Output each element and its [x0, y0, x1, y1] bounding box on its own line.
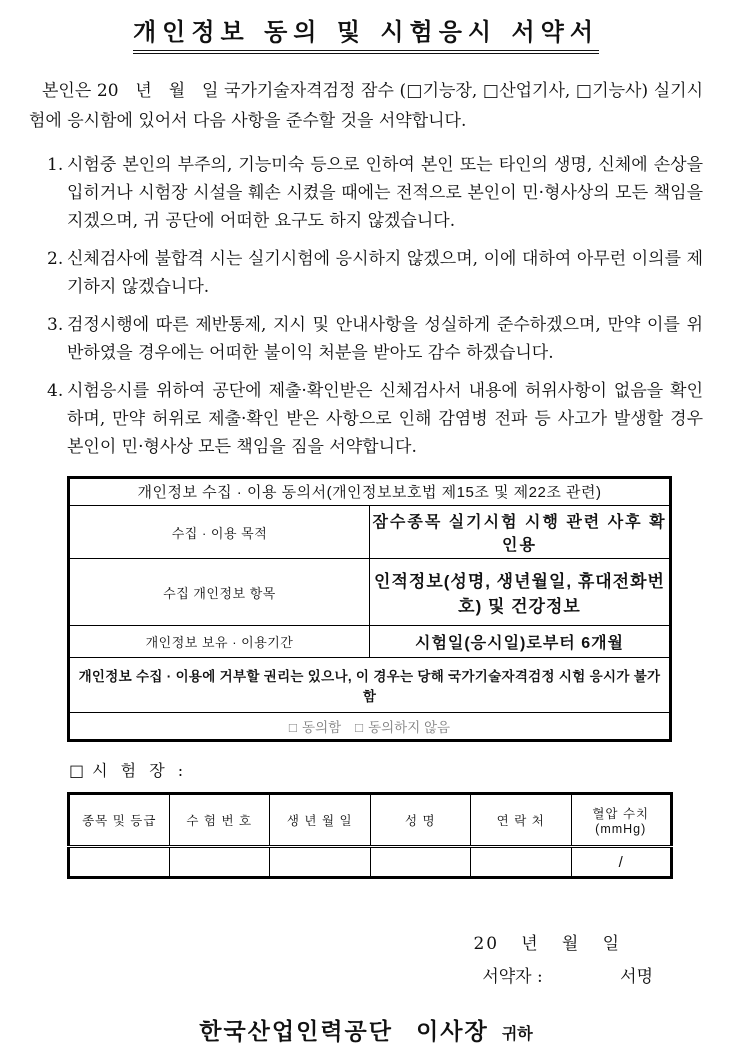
cell-category[interactable] — [69, 847, 170, 878]
pledge-list — [47, 151, 703, 461]
exam-info-table — [67, 792, 673, 879]
addressee-role: 이사장 — [416, 1018, 489, 1045]
pledge-item-text: 검정시행에 따른 제반통제, 지시 및 안내사항을 성실하게 준수하겠으며, 만약 이를 위반하였을 경우에는 어떠한 불이익 처분을 받아도 감수 하겠습니다. — [67, 315, 703, 363]
header-category: 종목 및 등급 — [69, 794, 170, 847]
consent-options — [69, 713, 671, 741]
addressee-line — [29, 1013, 703, 1046]
consent-options-row — [69, 713, 671, 741]
consent-notice: 개인정보 수집 · 이용에 거부할 권리는 있으나, 이 경우는 당해 국가기술자격검정 시험 응시가 불가함 — [69, 658, 671, 713]
consent-row-value: 시험일(응시일)로부터 6개월 — [370, 626, 671, 658]
exam-table-input-row — [69, 847, 672, 878]
pledge-item-number: 2. — [47, 249, 64, 269]
exam-table-header-row — [69, 794, 672, 847]
page-title: 개인정보 동의 및 시험응시 서약서 — [133, 12, 599, 54]
cell-birthdate[interactable] — [270, 847, 371, 878]
checkbox-icon[interactable]: □ — [354, 720, 364, 735]
consent-row-label: 개인정보 보유 · 이용기간 — [69, 626, 370, 658]
header-birthdate: 생 년 월 일 — [270, 794, 371, 847]
consent-table-title: 개인정보 수집 · 이용 동의서(개인정보보호법 제15조 및 제22조 관련) — [69, 478, 671, 506]
consent-table — [67, 476, 672, 742]
cell-exam-number[interactable] — [169, 847, 270, 878]
header-contact: 연 락 처 — [471, 794, 572, 847]
pledge-item-text: 신체검사에 불합격 시는 실기시험에 응시하지 않겠으며, 이에 대하여 아무런 이의를 제기하지 않겠습니다. — [67, 249, 703, 297]
signer-line — [29, 962, 703, 987]
consent-row-purpose — [69, 506, 671, 559]
pledge-item-3 — [47, 311, 703, 367]
pledge-item-number: 4. — [47, 381, 64, 401]
pledge-item-2 — [47, 245, 703, 301]
consent-row-value: 인적정보(성명, 생년월일, 휴대전화번호) 및 건강정보 — [370, 559, 671, 626]
pledge-item-number: 3. — [47, 315, 64, 335]
checkbox-icon[interactable]: □ — [69, 761, 85, 780]
header-blood-pressure: 혈압 수치(mmHg) — [571, 794, 672, 847]
intro-paragraph: 본인은 20 년 월 일 국가기술자격검정 잠수 (□기능장, □산업기사, □기능사) 실기시험에 응시함에 있어서 다음 사항을 준수할 것을 서약합니다. — [29, 81, 703, 131]
pledge-item-number: 1. — [47, 155, 64, 175]
header-exam-number: 수 험 번 호 — [169, 794, 270, 847]
signer-label: 서약자 : — [482, 967, 543, 987]
consent-row-value: 잠수종목 실기시험 시행 관련 사후 확인용 — [370, 506, 671, 559]
pledge-item-1 — [47, 151, 703, 235]
consent-table-title-row — [69, 478, 671, 506]
consent-notice-row — [69, 658, 671, 713]
cell-contact[interactable] — [471, 847, 572, 878]
header-name: 성 명 — [370, 794, 471, 847]
consent-option-agree[interactable] — [289, 720, 341, 735]
consent-row-retention — [69, 626, 671, 658]
consent-option-disagree[interactable] — [355, 720, 450, 735]
date-line: 20 년 월 일 — [473, 934, 621, 954]
cell-name[interactable] — [370, 847, 471, 878]
checkbox-icon[interactable]: □ — [288, 720, 298, 735]
exam-site-label: 시 험 장 : — [92, 761, 188, 780]
consent-option-disagree-label: 동의하지 않음 — [368, 720, 451, 735]
exam-site-line — [69, 758, 703, 781]
signature-hint: 서명 — [620, 967, 653, 987]
pledge-item-4 — [47, 377, 703, 461]
pledge-item-text: 시험중 본인의 부주의, 기능미숙 등으로 인하여 본인 또는 타인의 생명, 신체에 손상을 입히거나 시험장 시설을 훼손 시켰을 때에는 전적으로 본인이 민·형사상의 모든 책임을 지겠으며, 귀 공단에 어떠한 요구도 하지 않겠습니다. — [67, 155, 703, 231]
consent-row-items — [69, 559, 671, 626]
consent-row-label: 수집 · 이용 목적 — [69, 506, 370, 559]
organization-name: 한국산업인력공단 — [199, 1018, 393, 1045]
consent-option-agree-label: 동의함 — [302, 720, 342, 735]
cell-blood-pressure[interactable]: / — [571, 847, 672, 878]
consent-row-label: 수집 개인정보 항목 — [69, 559, 370, 626]
honorific: 귀하 — [501, 1024, 533, 1043]
pledge-item-text: 시험응시를 위하여 공단에 제출·확인받은 신체검사서 내용에 허위사항이 없음을 확인하며, 만약 허위로 제출·확인 받은 사항으로 인해 감염병 전파 등 사고가 발생할 경우 본인이 민·형사상 모든 책임을 짐을 서약합니다. — [67, 381, 703, 457]
title-wrap — [29, 12, 703, 54]
